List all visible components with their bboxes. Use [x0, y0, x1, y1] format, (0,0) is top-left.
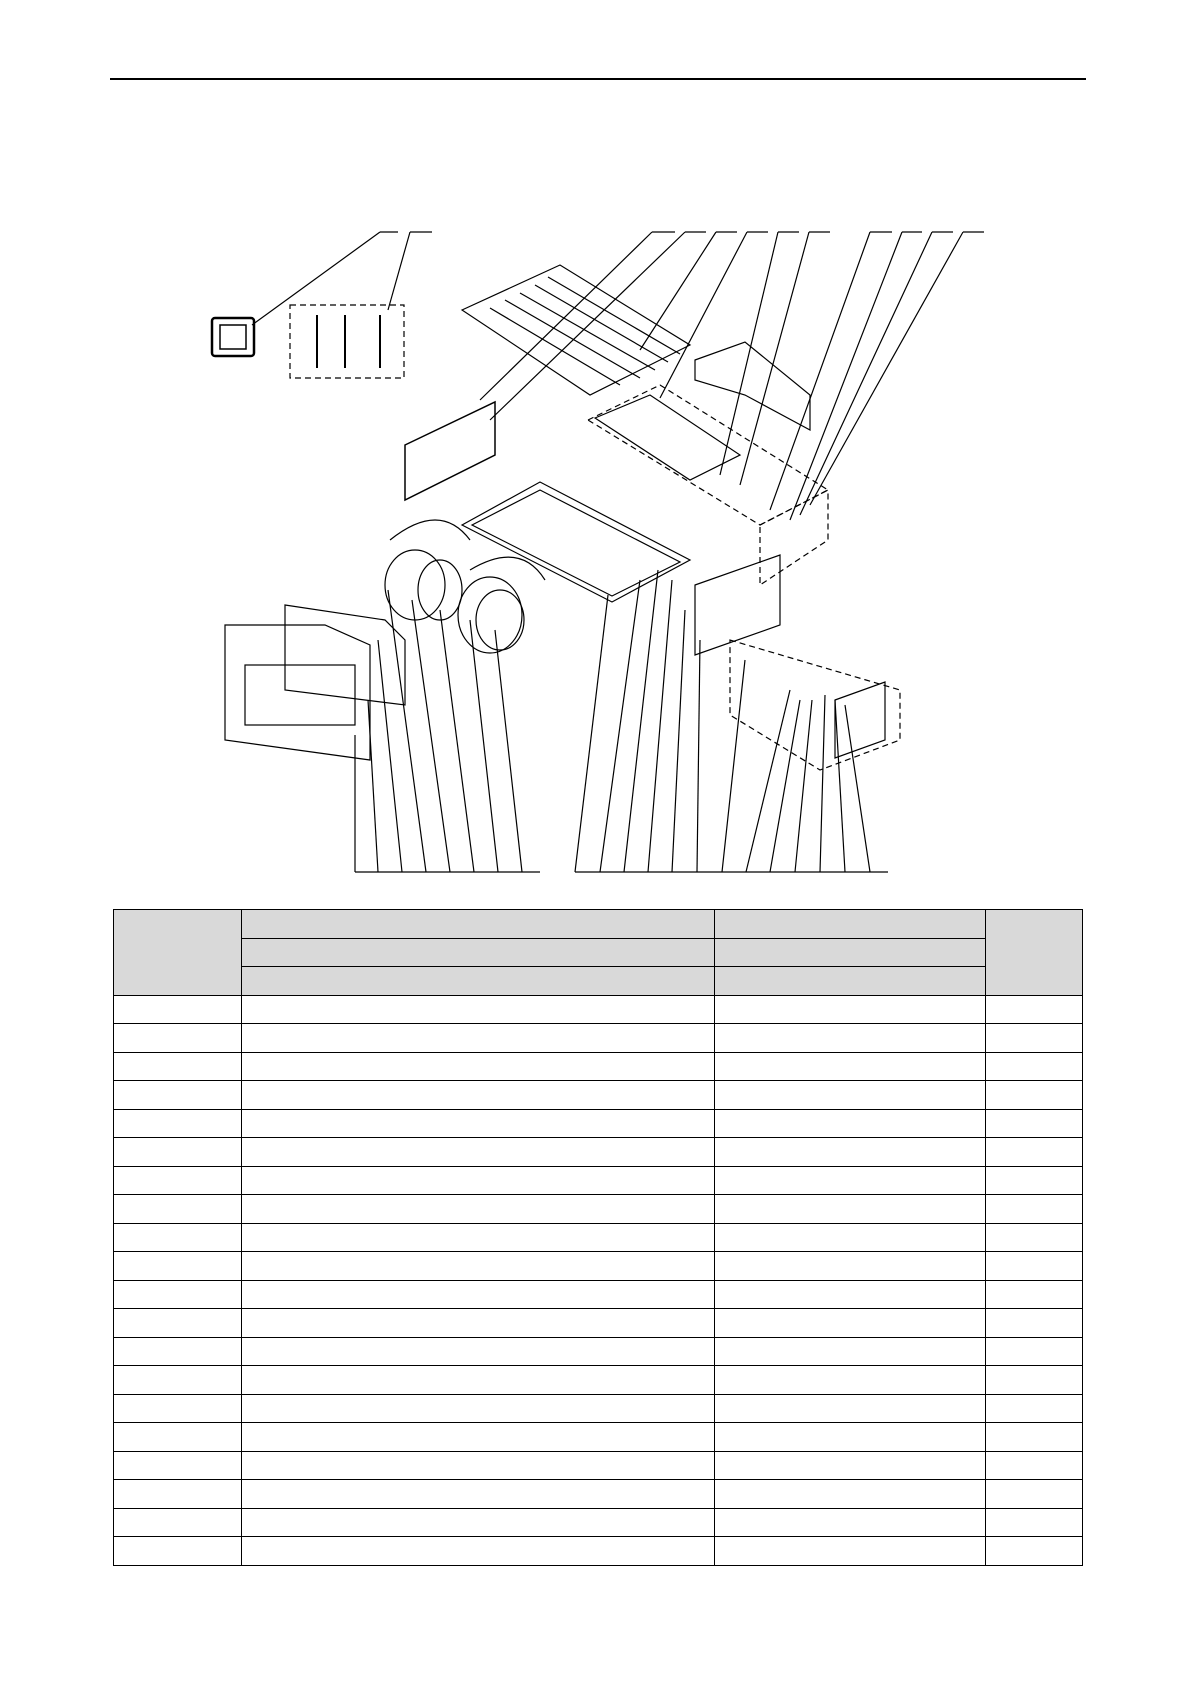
- header-description-row1: [242, 910, 715, 939]
- cell-qty: [986, 1138, 1083, 1167]
- table-row: [114, 1223, 1083, 1252]
- header-description-row3: [242, 967, 715, 996]
- parts-list-table: [113, 909, 1083, 1566]
- cell-code: [715, 1337, 986, 1366]
- cell-no: [114, 1394, 242, 1423]
- cell-no: [114, 1309, 242, 1338]
- header-qty: [986, 910, 1083, 996]
- cell-qty: [986, 1309, 1083, 1338]
- parts-table-body: [114, 995, 1083, 1565]
- table-row: [114, 1423, 1083, 1452]
- cell-code: [715, 1280, 986, 1309]
- cell-qty: [986, 1223, 1083, 1252]
- cell-code: [715, 1081, 986, 1110]
- cell-description: [242, 1195, 715, 1224]
- cell-code: [715, 1366, 986, 1395]
- cell-no: [114, 1081, 242, 1110]
- table-row: [114, 1081, 1083, 1110]
- cell-code: [715, 1480, 986, 1509]
- top-leaders: [252, 232, 963, 520]
- cell-code: [715, 1252, 986, 1281]
- cell-code: [715, 1138, 986, 1167]
- cell-qty: [986, 1052, 1083, 1081]
- table-row: [114, 1337, 1083, 1366]
- cell-code: [715, 995, 986, 1024]
- cell-description: [242, 1252, 715, 1281]
- table-row: [114, 1508, 1083, 1537]
- cell-description: [242, 1309, 715, 1338]
- cell-description: [242, 1280, 715, 1309]
- cell-description: [242, 995, 715, 1024]
- cell-description: [242, 1394, 715, 1423]
- cell-code: [715, 1423, 986, 1452]
- cell-description: [242, 1451, 715, 1480]
- blower-fans: [385, 520, 545, 653]
- cell-qty: [986, 1451, 1083, 1480]
- cell-qty: [986, 1081, 1083, 1110]
- cell-description: [242, 1109, 715, 1138]
- table-row: [114, 1309, 1083, 1338]
- cell-no: [114, 995, 242, 1024]
- cell-no: [114, 1052, 242, 1081]
- cell-no: [114, 1366, 242, 1395]
- cell-code: [715, 1537, 986, 1566]
- cell-no: [114, 1166, 242, 1195]
- table-row: [114, 1451, 1083, 1480]
- cell-no: [114, 1280, 242, 1309]
- cell-qty: [986, 1166, 1083, 1195]
- cell-description: [242, 1166, 715, 1195]
- cell-no: [114, 1138, 242, 1167]
- cell-code: [715, 1166, 986, 1195]
- table-row: [114, 1024, 1083, 1053]
- table-row: [114, 995, 1083, 1024]
- side-panel: [405, 402, 495, 500]
- header-no: [114, 910, 242, 996]
- cell-qty: [986, 1280, 1083, 1309]
- cell-description: [242, 1223, 715, 1252]
- cell-qty: [986, 1537, 1083, 1566]
- cell-no: [114, 1423, 242, 1452]
- table-row: [114, 1394, 1083, 1423]
- cell-code: [715, 1109, 986, 1138]
- cell-qty: [986, 1195, 1083, 1224]
- cell-no: [114, 1451, 242, 1480]
- cell-qty: [986, 1366, 1083, 1395]
- cell-qty: [986, 1024, 1083, 1053]
- cell-description: [242, 1024, 715, 1053]
- drain-pan: [462, 482, 690, 602]
- table-row: [114, 1109, 1083, 1138]
- accessories-box: [290, 305, 404, 378]
- cell-qty: [986, 1508, 1083, 1537]
- cell-qty: [986, 995, 1083, 1024]
- cell-code: [715, 1309, 986, 1338]
- cell-description: [242, 1052, 715, 1081]
- cell-description: [242, 1366, 715, 1395]
- cell-no: [114, 1024, 242, 1053]
- cell-code: [715, 1508, 986, 1537]
- table-row: [114, 1480, 1083, 1509]
- table-row: [114, 1052, 1083, 1081]
- cell-description: [242, 1423, 715, 1452]
- cell-qty: [986, 1337, 1083, 1366]
- cell-no: [114, 1252, 242, 1281]
- cell-qty: [986, 1394, 1083, 1423]
- cell-no: [114, 1109, 242, 1138]
- cell-qty: [986, 1480, 1083, 1509]
- table-row: [114, 1252, 1083, 1281]
- cell-description: [242, 1508, 715, 1537]
- cell-description: [242, 1537, 715, 1566]
- cell-description: [242, 1480, 715, 1509]
- cell-code: [715, 1024, 986, 1053]
- table-row: [114, 1366, 1083, 1395]
- cell-no: [114, 1480, 242, 1509]
- top-cover-plate: [462, 265, 690, 395]
- cell-description: [242, 1138, 715, 1167]
- cell-qty: [986, 1423, 1083, 1452]
- cell-code: [715, 1195, 986, 1224]
- cell-code: [715, 1394, 986, 1423]
- header-code-row2: [715, 938, 986, 967]
- table-row: [114, 1166, 1083, 1195]
- cell-no: [114, 1537, 242, 1566]
- bottom-leaders: [355, 570, 870, 872]
- header-description-row2: [242, 938, 715, 967]
- cell-qty: [986, 1109, 1083, 1138]
- cell-code: [715, 1223, 986, 1252]
- front-panel: [225, 625, 370, 760]
- cell-no: [114, 1223, 242, 1252]
- cell-description: [242, 1081, 715, 1110]
- electrical-control-box: [695, 555, 900, 770]
- header-code-row1: [715, 910, 986, 939]
- front-inner-panel: [285, 605, 405, 705]
- cell-no: [114, 1195, 242, 1224]
- cell-no: [114, 1337, 242, 1366]
- remote-controller: [212, 318, 254, 356]
- cell-code: [715, 1052, 986, 1081]
- cell-no: [114, 1508, 242, 1537]
- cell-code: [715, 1451, 986, 1480]
- table-row: [114, 1195, 1083, 1224]
- table-row: [114, 1537, 1083, 1566]
- cell-description: [242, 1337, 715, 1366]
- cell-qty: [986, 1252, 1083, 1281]
- table-row: [114, 1138, 1083, 1167]
- header-code-row3: [715, 967, 986, 996]
- table-row: [114, 1280, 1083, 1309]
